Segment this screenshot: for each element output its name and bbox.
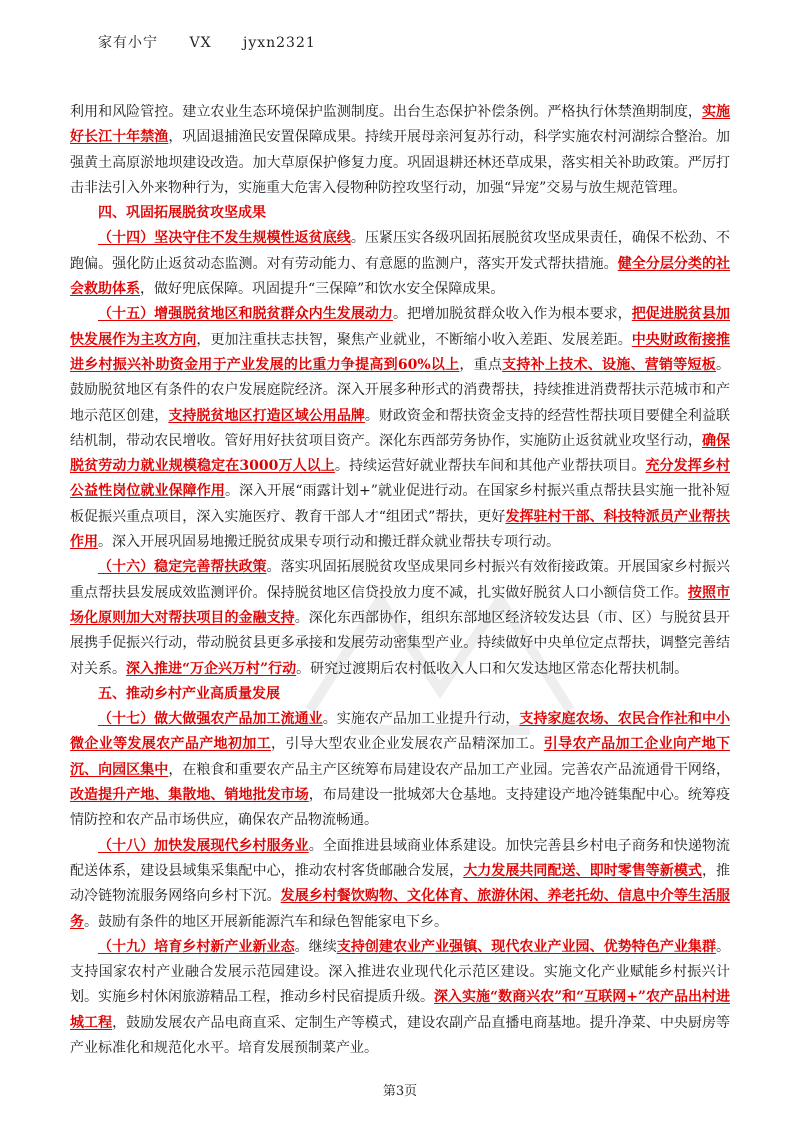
highlight-text: （十九）培育乡村新产业新业态 bbox=[98, 938, 295, 955]
body-text: 。持续运营好就业帮扶车间和其他产业帮扶项目。 bbox=[334, 458, 646, 475]
page-header bbox=[98, 32, 342, 52]
section-heading bbox=[70, 682, 730, 707]
paragraph bbox=[70, 555, 730, 681]
highlight-text: 支持家庭农场、农民合作社和中小微企业等发展农产品产地初加工 bbox=[70, 711, 731, 753]
highlight-text: 深入实施“数商兴农”和“互联网+”农产品出村进城工程 bbox=[70, 989, 730, 1031]
paragraph bbox=[70, 834, 730, 935]
body-text: 。鼓励有条件的地区开展新能源汽车和绿色智能家电下乡。 bbox=[84, 913, 448, 930]
body-text: 。支持国家农村产业融合发展示范园建设。深入推进农业现代化示范区建设。实施文化产业赋能乡村振兴计划。实施乡村休闲旅游精品工程，推动乡村民宿提质升级。 bbox=[70, 938, 731, 1006]
paragraph bbox=[70, 707, 730, 833]
body-text: 五、推动乡村产业高质量发展 bbox=[98, 685, 280, 702]
highlight-text: 发展乡村餐饮购物、文化体育、旅游休闲、养老托幼、信息中介等生活服务 bbox=[70, 888, 731, 930]
body-text: ，推动冷链物流服务网络向乡村下沉。 bbox=[70, 862, 731, 905]
body-text: ，做好兜底保障。巩固提升“三保障”和饮水安全保障成果。 bbox=[140, 281, 505, 298]
body-text: 利用和风险管控。建立农业生态环境保护监测制度。出台生态保护补偿条例。严格执行休禁渔期制度， bbox=[70, 104, 702, 120]
highlight-text: 深入推进“万企兴万村”行动 bbox=[126, 660, 297, 677]
highlight-text: 健全分层分类的社会救助体系 bbox=[70, 255, 731, 298]
body-text: ，鼓励发展农产品电商直采、定制生产等模式，建设农副产品直播电商基地。提升净菜、中央厨房等产业标准化和规范化水平。培育发展预制菜产业。 bbox=[70, 1014, 731, 1056]
highlight-text: 确保脱贫劳动力就业规模稳定在3000万人以上 bbox=[70, 432, 731, 475]
highlight-text: 充分发挥乡村公益性岗位就业保障作用 bbox=[70, 458, 731, 500]
paragraph bbox=[70, 935, 730, 1061]
body-text: 。落实巩固拓展脱贫攻坚成果同乡村振兴有效衔接政策。开展国家乡村振兴重点帮扶县发展成效监测评价。保持脱贫地区信贷投放力度不减，扎实做好脱贫人口小额信贷工作。 bbox=[70, 559, 730, 601]
body-text: ，引导大型农业企业发展农产品精深加工。 bbox=[270, 736, 544, 753]
document-body bbox=[70, 100, 730, 1061]
section-heading bbox=[70, 201, 730, 226]
highlight-text: 支持脱贫地区打造区域公用品牌 bbox=[168, 407, 365, 424]
highlight-text: （十五）增强脱贫地区和脱贫群众内生发展动力 bbox=[98, 306, 393, 323]
highlight-text: 改造提升产地、集散地、销地批发市场 bbox=[70, 787, 309, 804]
highlight-text: 发挥驻村干部、科技特派员产业帮扶作用 bbox=[70, 508, 730, 551]
body-text: ，布局建设一批城郊大仓基地。支持建设产地冷链集配中心。统筹疫情防控和农产品市场供应，确保农产品物流畅通。 bbox=[70, 787, 731, 829]
body-text: 四、巩固拓展脱贫攻坚成果 bbox=[98, 205, 266, 222]
body-text: 。鼓励脱贫地区有条件的农户发展庭院经济。深入开展多种形式的消费帮扶，持续推进消费帮扶示范城市和产地示范区创建， bbox=[70, 356, 730, 424]
highlight-text: 按照市场化原则加大对帮扶项目的金融支持 bbox=[70, 584, 731, 626]
body-text: ，重点 bbox=[459, 356, 503, 373]
body-text: 。继续 bbox=[294, 938, 337, 955]
body-text: 。研究过渡期后农村低收入人口和欠发达地区常态化帮扶机制。 bbox=[296, 660, 689, 677]
body-text: 。财政资金和帮扶资金支持的经营性帮扶项目要健全利益联结机制，带动农民增收。管好用好扶贫项目资产。深化东西部劳务协作，实施防止返贫就业攻坚行动， bbox=[70, 407, 731, 449]
body-text: ，在粮食和重要农产品主产区统筹布局建设农产品加工产业园。完善农产品流通骨干网络， bbox=[168, 761, 731, 778]
highlight-text: （十七）做大做强农产品加工流通业 bbox=[98, 711, 323, 728]
highlight-text: 引导农产品加工企业向产地下沉、向园区集中 bbox=[70, 736, 731, 778]
highlight-text: 大力发展共同配送、即时零售等新模式 bbox=[463, 862, 702, 879]
header-name: 家有小宁 bbox=[98, 35, 158, 51]
highlight-text: 中央财政衔接推进乡村振兴补助资金用于产业发展的比重力争提高到60%以上 bbox=[70, 331, 731, 373]
highlight-text: 支持补上技术、设施、营销等短板 bbox=[502, 356, 716, 373]
body-text: 。深入开展“雨露计划+”就业促进行动。在国家乡村振兴重点帮扶县实施一批补短板促振兴重点项目，深入实施医疗、教育干部人才“组团式”帮扶，更好 bbox=[70, 483, 731, 525]
page-number: 第3页 bbox=[382, 1084, 418, 1099]
paragraph bbox=[70, 226, 730, 302]
highlight-text: 实施好长江十年禁渔 bbox=[70, 104, 731, 146]
body-text: ，巩固退捕渔民安置保障成果。持续开展母亲河复苏行动，科学实施农村河湖综合整治。加强黄土高原淤地坝建设改造。加大草原保护修复力度。巩固退耕还林还草成果，落实相关补助政策。严厉打击非法引入外来物种行为，实施重大危害入侵物种防控攻坚行动，加强“异宠”交易与放生规范管理。 bbox=[70, 129, 731, 196]
body-text: 。实施农产品加工业提升行动， bbox=[322, 711, 520, 728]
paragraph bbox=[70, 302, 730, 555]
header-vx: VX bbox=[189, 35, 212, 51]
body-text: 。深入开展巩固易地搬迁脱贫成果专项行动和搬迁群众就业帮扶专项行动。 bbox=[98, 534, 560, 551]
highlight-text: 把促进脱贫县加快发展作为主攻方向 bbox=[70, 306, 731, 348]
header-id: jyxn2321 bbox=[242, 35, 316, 51]
highlight-text: （十四）坚决守住不发生规模性返贫底线 bbox=[98, 230, 351, 247]
highlight-text: （十八）加快发展现代乡村服务业 bbox=[98, 837, 309, 854]
paragraph bbox=[70, 100, 730, 201]
body-text: 。把增加脱贫群众收入作为根本要求， bbox=[392, 306, 632, 323]
body-text: ，更加注重扶志扶智，聚焦产业就业，不断缩小收入差距、发展差距。 bbox=[196, 331, 632, 348]
highlight-text: （十六）稳定完善帮扶政策 bbox=[98, 559, 267, 576]
body-text: 。深化东西部协作，组织东部地区经济较发达县（市、区）与脱贫县开展携手促振兴行动，带动脱贫县更多承接和发展劳动密集型产业。持续做好中央单位定点帮扶，调整完善结对关系。 bbox=[70, 609, 731, 677]
body-text: 。全面推进县域商业体系建设。加快完善县乡村电子商务和快递物流配送体系，建设县域集采集配中心，推动农村客货邮融合发展， bbox=[70, 837, 731, 879]
body-text: 。压紧压实各级巩固拓展脱贫攻坚成果责任，确保不松劲、不跑偏。强化防止返贫动态监测。对有劳动能力、有意愿的监测户，落实开发式帮扶措施。 bbox=[70, 230, 731, 272]
highlight-text: 支持创建农业产业强镇、现代农业产业园、优势特色产业集群 bbox=[336, 938, 717, 955]
